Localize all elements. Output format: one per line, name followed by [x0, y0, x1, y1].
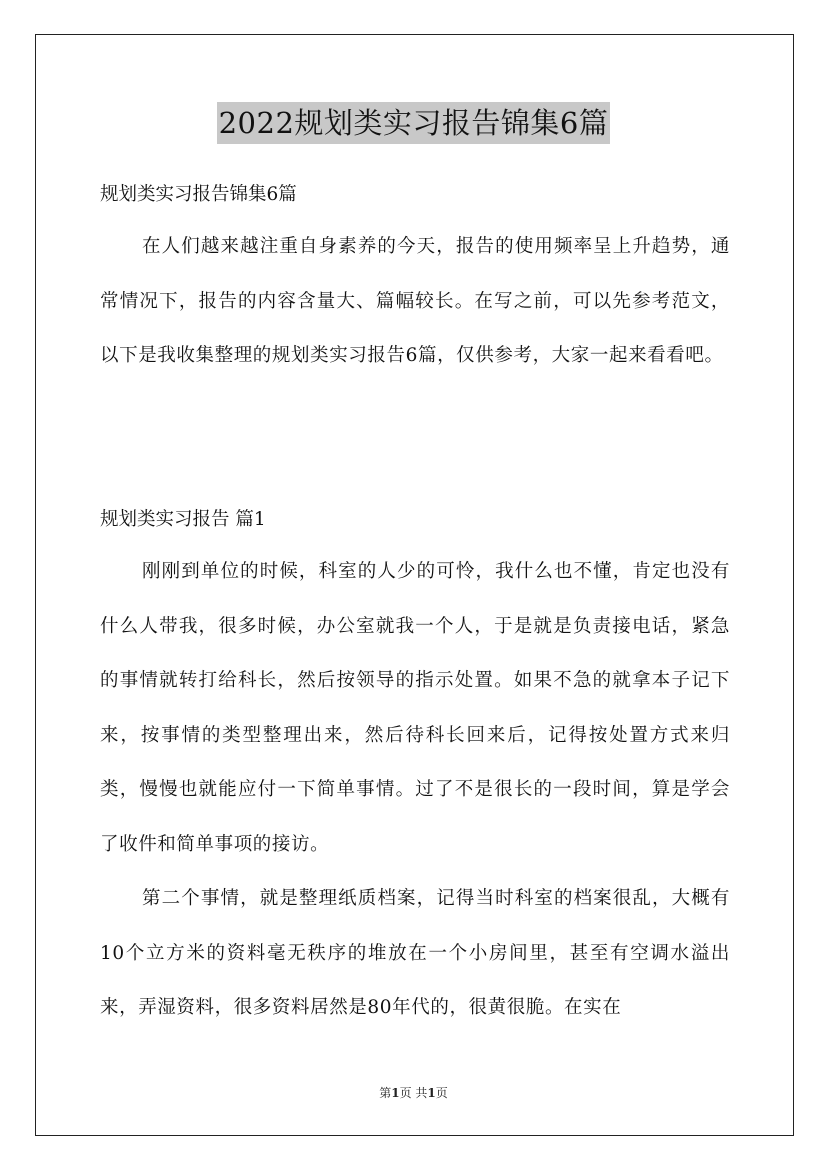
document-title: 2022规划类实习报告锦集6篇: [217, 102, 611, 144]
document-subtitle: 规划类实习报告锦集6篇: [100, 184, 297, 205]
footer-mid: 页 共: [399, 1086, 428, 1100]
intro-paragraph: 在人们越来越注重自身素养的今天，报告的使用频率呈上升趋势，通常情况下，报告的内容含量大、篇幅较长。在写之前，可以先参考范文，以下是我收集整理的规划类实习报告6篇，仅供参考，大家一起来看看吧。: [100, 236, 730, 366]
footer-total-pages: 1: [427, 1086, 436, 1100]
footer-prefix: 第: [379, 1086, 392, 1100]
footer-page-number: 1: [391, 1086, 400, 1100]
section-heading: 规划类实习报告 篇1: [100, 509, 266, 530]
intro-block: [100, 220, 730, 384]
title-container: [0, 102, 827, 144]
body-paragraph: 第二个事情，就是整理纸质档案，记得当时科室的档案很乱，大概有10个立方米的资料毫无秩序的堆放在一个小房间里，甚至有空调水溢出来，弄湿资料，很多资料居然是80年代的，很黄很脆。在实在: [100, 888, 730, 1018]
page-footer: [0, 1084, 827, 1101]
section-body: [100, 545, 730, 1036]
footer-suffix: 页: [435, 1086, 448, 1100]
body-paragraph: 刚刚到单位的时候，科室的人少的可怜，我什么也不懂，肯定也没有什么人带我，很多时候，办公室就我一个人，于是就是负责接电话，紧急的事情就转打给科长，然后按领导的指示处置。如果不急的就拿本子记下来，按事情的类型整理出来，然后待科长回来后，记得按处置方式来归类，慢慢也就能应付一下简单事情。过了不是很长的一段时间，算是学会了收件和简单事项的接访。: [100, 561, 730, 855]
